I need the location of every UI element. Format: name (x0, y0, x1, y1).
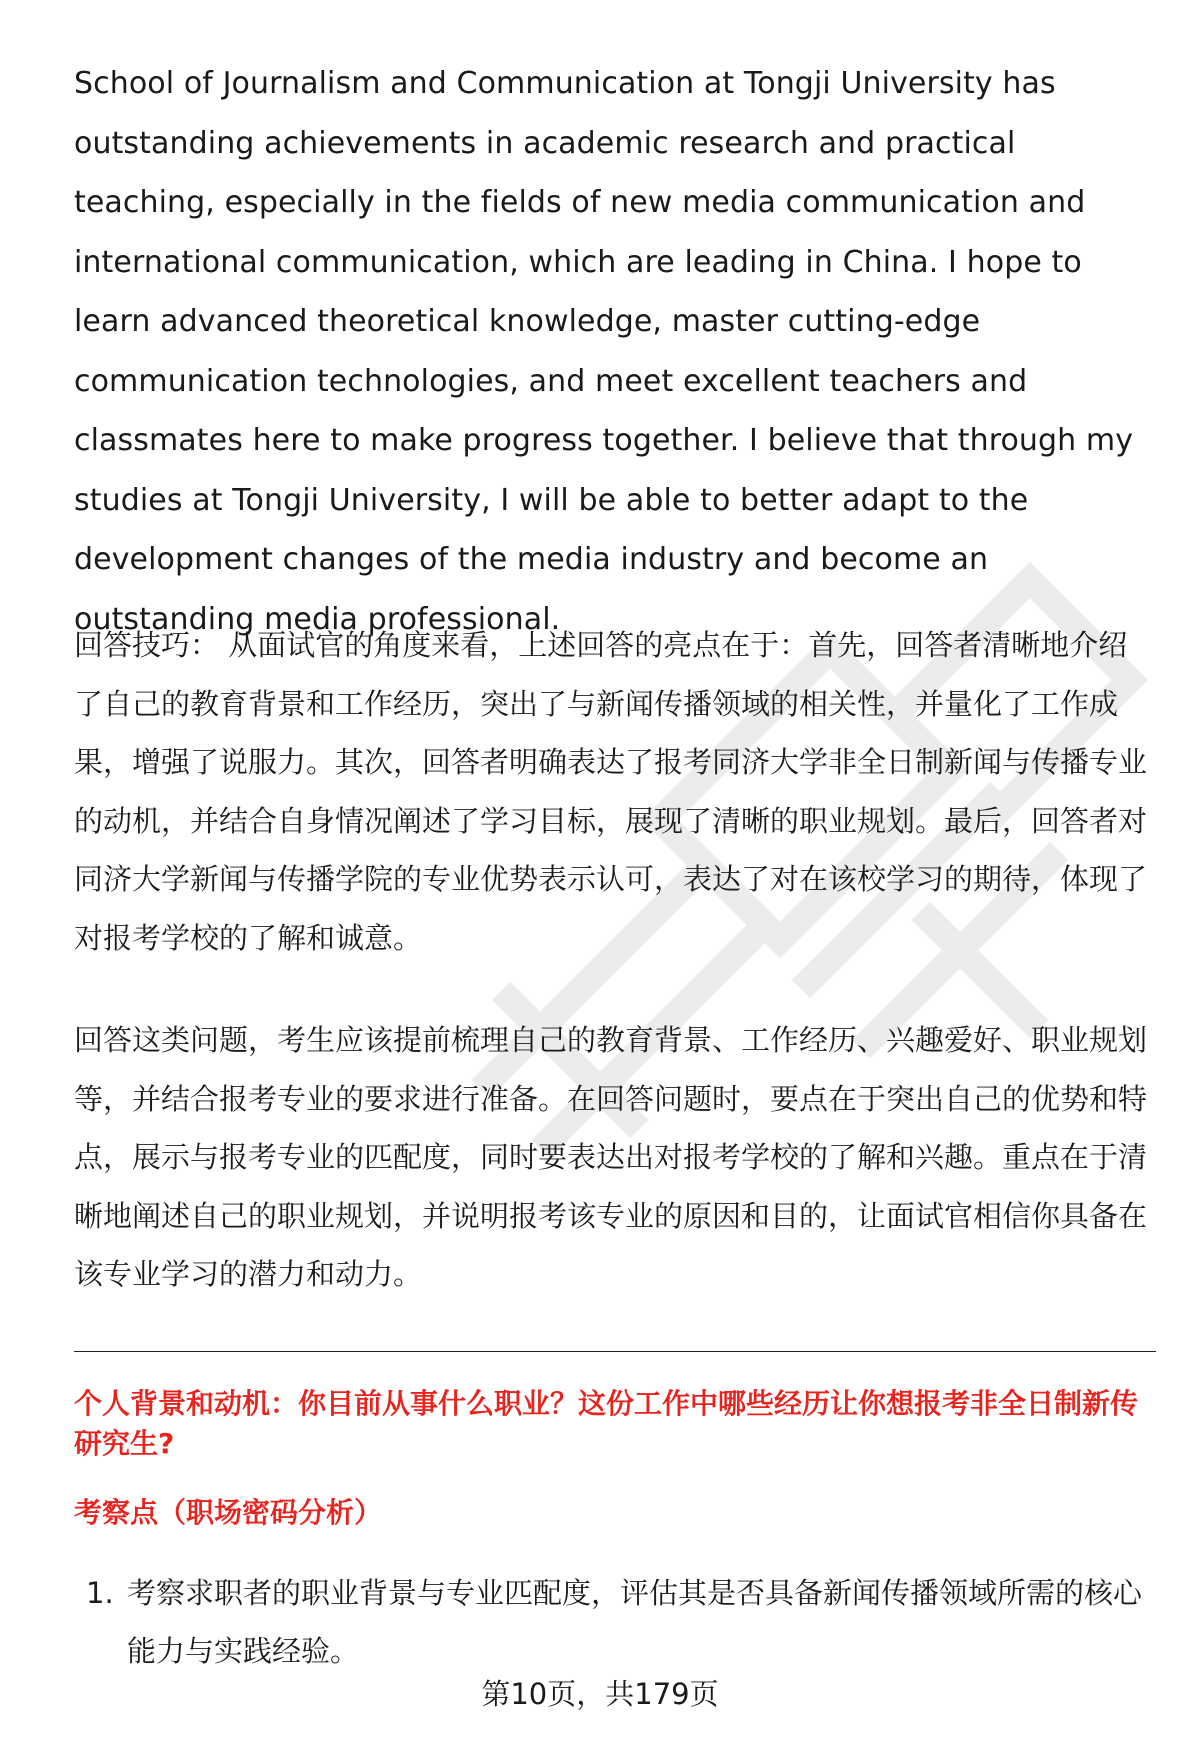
english-answer-paragraph: School of Journalism and Communication at Tongji University has outstanding achievements in academic research and practical teaching, especially in the fields of new media communication and international communication, which are leading in China. I hope to learn advanced theoretical knowledge, master cutting-edge communication technologies, and meet excellent teachers and classmates here to make progress together. I believe that through my studies at Tongji University, I will be able to better adapt to the development changes of the media industry and become an outstanding media professional. (74, 66, 1134, 637)
page-footer: 第10页，共179页 (481, 1677, 719, 1711)
answer-advice-paragraph: 回答这类问题，考生应该提前梳理自己的教育背景、工作经历、兴趣爱好、职业规划等，并结合报考专业的要求进行准备。在回答问题时，要点在于突出自己的优势和特点，展示与报考专业的匹配度，同时要表达出对报考学校的了解和兴趣。重点在于清晰地阐述自己的职业规划，并说明报考该专业的原因和目的，让面试官相信你具备在该专业学习的潜力和动力。 (74, 1023, 1148, 1291)
list-item (74, 1564, 1156, 1680)
section-divider (74, 1351, 1156, 1352)
question-heading: 个人背景和动机：你目前从事什么职业？这份工作中哪些经历让你想报考非全日制新传研究生? (74, 1387, 1139, 1460)
list-item-number: 1. (86, 1576, 114, 1610)
assessment-points-heading: 考察点（职场密码分析） (74, 1496, 383, 1529)
list-item-text: 考察求职者的职业背景与专业匹配度，评估其是否具备新闻传播领域所需的核心能力与实践经验。 (127, 1576, 1143, 1668)
assessment-points-list (74, 1564, 1156, 1680)
answer-tips-paragraph: 回答技巧： 从面试官的角度来看，上述回答的亮点在于：首先，回答者清晰地介绍了自己的教育背景和工作经历，突出了与新闻传播领域的相关性，并量化了工作成果，增强了说服力。其次，回答者明确表达了报考同济大学非全日制新闻与传播专业的动机，并结合自身情况阐述了学习目标，展现了清晰的职业规划。最后，回答者对同济大学新闻与传播学院的专业优势表示认可，表达了对在该校学习的期待，体现了对报考学校的了解和诚意。 (74, 628, 1148, 955)
